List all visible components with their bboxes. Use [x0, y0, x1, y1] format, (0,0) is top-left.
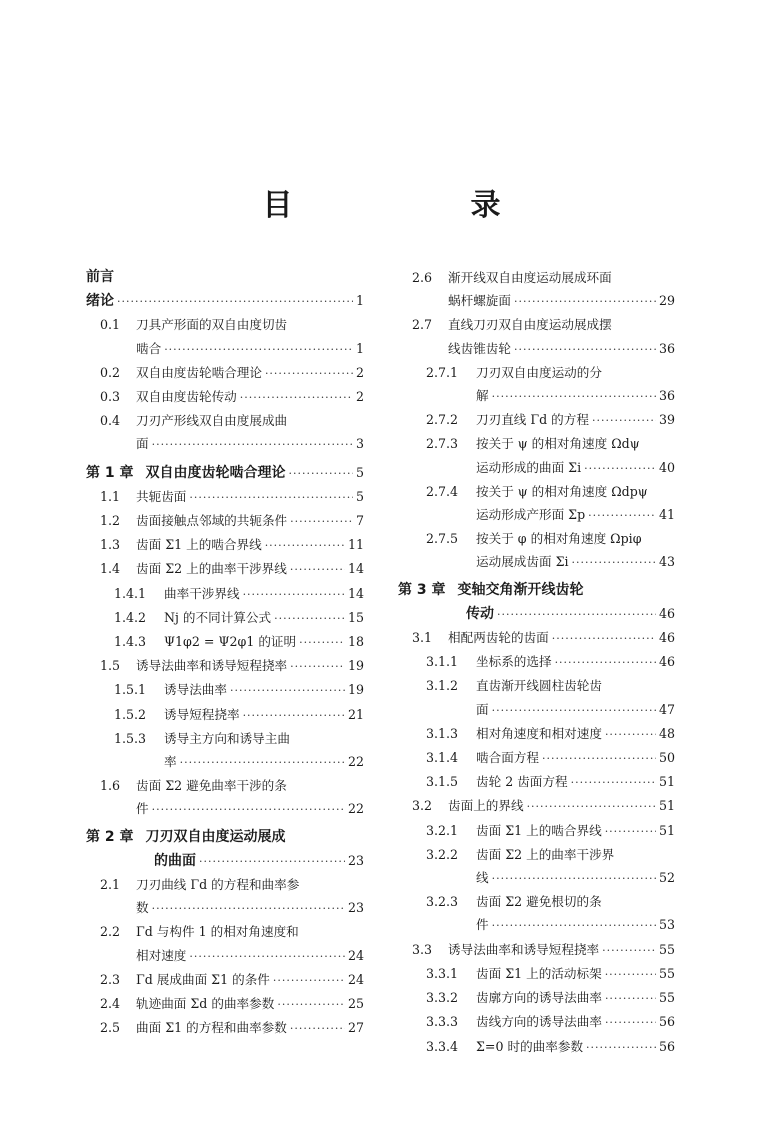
toc-entry-number: 3.3 — [412, 941, 433, 957]
leader-dots — [492, 699, 656, 722]
toc-entry-number: 1.5.3 — [114, 730, 147, 746]
toc-entry-title-continued: 的曲面 — [154, 852, 196, 869]
toc-entry-page: 3 — [355, 436, 364, 452]
leader-dots — [230, 679, 345, 702]
toc-entry-page: 43 — [658, 554, 675, 570]
toc-entry-number: 3.1.4 — [426, 750, 459, 766]
toc-entry-page: 50 — [658, 750, 675, 766]
leader-dots — [605, 820, 656, 843]
toc-entry — [398, 938, 675, 962]
toc-entry-title: 绪论 — [86, 293, 114, 310]
toc-entry-number: 1.5.1 — [114, 682, 147, 698]
toc-entry — [86, 968, 364, 992]
leader-dots — [289, 462, 353, 485]
toc-entry — [398, 962, 675, 986]
toc-entry-title-continued: 率 — [164, 754, 177, 770]
toc-entry — [86, 826, 364, 873]
leader-dots — [277, 993, 345, 1016]
toc-entry-title-continued: 蜗杆螺旋面 — [448, 293, 511, 309]
toc-entry — [86, 920, 364, 967]
leader-dots — [273, 969, 345, 992]
toc-entry — [398, 746, 675, 770]
toc-entry-page: 27 — [347, 1020, 364, 1036]
toc-entry-title: 诱导法曲率和诱导短程挠率 — [136, 658, 288, 674]
toc-entry-title: 刀刃曲线 Γd 的方程和曲率参 — [136, 877, 300, 893]
toc-entry-title: 刀刃双自由度运动展成 — [145, 828, 286, 845]
toc-entry-title: 按关于 ψ 的相对角速度 Ωdψ — [476, 436, 640, 452]
toc-entry — [86, 557, 364, 581]
toc-entry-number: 2.3 — [100, 971, 121, 987]
toc-entry — [398, 770, 675, 794]
leader-dots — [605, 987, 656, 1010]
toc-entry-number: 2.7.4 — [426, 483, 459, 499]
toc-entry-number: 2.7.3 — [426, 436, 459, 452]
toc-entry-number: 2.5 — [100, 1020, 121, 1036]
leader-dots — [290, 558, 345, 581]
toc-entry-title: 曲面 Σ1 的方程和曲率参数 — [136, 1020, 287, 1036]
leader-dots — [180, 751, 345, 774]
toc-entry-page: 46 — [658, 630, 675, 646]
toc-entry-number: 3.3.2 — [426, 990, 459, 1006]
toc-entry-page: 29 — [658, 293, 675, 309]
toc-entry-page: 48 — [658, 725, 675, 741]
toc-entry-page: 5 — [355, 464, 364, 480]
toc-entry-page: 14 — [347, 561, 364, 577]
toc-entry-title: 啮合面方程 — [476, 750, 539, 766]
toc-entry-number: 0.3 — [100, 389, 121, 405]
toc-entry-number: 3.3.4 — [426, 1038, 459, 1054]
toc-entry — [86, 727, 364, 774]
leader-dots — [152, 433, 353, 456]
toc-entry — [86, 361, 364, 385]
toc-entry — [86, 533, 364, 557]
toc-entry-page: 40 — [658, 459, 675, 475]
leader-dots — [265, 534, 345, 557]
toc-entry-number: 1.5 — [100, 658, 121, 674]
toc-entry — [398, 819, 675, 843]
leader-dots — [240, 386, 353, 409]
toc-entry-number: 3.2.3 — [426, 894, 459, 910]
toc-entry — [86, 1016, 364, 1040]
toc-entry-title: 共轭齿面 — [136, 488, 187, 504]
toc-entry-page: 25 — [347, 996, 364, 1012]
toc-entry-page: 5 — [355, 488, 364, 504]
toc-entry — [398, 266, 675, 313]
toc-entry — [86, 385, 364, 409]
toc-left-column — [86, 266, 364, 1041]
toc-entry-title: 渐开线双自由度运动展成环面 — [448, 270, 612, 285]
toc-entry-title-continued: 线齿锥齿轮 — [448, 340, 511, 356]
leader-dots — [265, 362, 353, 385]
toc-entry-page: 19 — [347, 658, 364, 674]
toc-entry-page: 24 — [347, 971, 364, 987]
toc-entry — [398, 674, 675, 721]
leader-dots — [542, 747, 656, 770]
toc-entry-number: 1.6 — [100, 778, 121, 794]
toc-entry-title-continued: 面 — [476, 701, 489, 717]
toc-entry-number: 3.1 — [412, 630, 433, 646]
toc-entry — [86, 509, 364, 533]
toc-entry-title-continued: 件 — [476, 917, 489, 933]
toc-entry-number: 3.2.2 — [426, 846, 459, 862]
toc-entry-title: 相配两齿轮的齿面 — [448, 630, 549, 646]
leader-dots — [592, 409, 656, 432]
toc-entry-page: 22 — [347, 754, 364, 770]
toc-entry-title: 轨迹曲面 Σd 的曲率参数 — [136, 996, 275, 1012]
leader-dots — [572, 551, 656, 574]
toc-entry-title-continued: 啮合 — [136, 340, 162, 356]
toc-entry-title-continued: 运动展成齿面 Σi — [476, 554, 569, 570]
toc-entry-title-continued: 解 — [476, 388, 489, 404]
toc-entry-title-continued: 线 — [476, 870, 489, 886]
toc-entry-page: 56 — [658, 1014, 675, 1030]
toc-entry-title: 诱导主方向和诱导主曲 — [164, 730, 290, 746]
toc-entry-title-continued: 面 — [136, 436, 149, 452]
toc-entry-number: 1.4.2 — [114, 609, 147, 625]
toc-entry-number: 0.1 — [100, 317, 121, 333]
toc-entry — [86, 703, 364, 727]
leader-dots — [189, 486, 353, 509]
toc-entry-page: 51 — [658, 822, 675, 838]
toc-entry-title: 齿轮 2 齿面方程 — [476, 774, 568, 790]
leader-dots — [605, 1011, 656, 1034]
toc-entry-page: 1 — [355, 293, 364, 309]
toc-entry-number: 2.7 — [412, 317, 433, 333]
toc-entry — [398, 579, 675, 626]
toc-entry-page: 36 — [658, 388, 675, 404]
toc-entry-number: 1.2 — [100, 513, 121, 529]
toc-entry-title: 齿面 Σ2 上的曲率干涉界线 — [136, 561, 287, 577]
toc-entry-number: 第 3 章 — [398, 581, 446, 598]
toc-entry — [86, 774, 364, 821]
toc-entry-number: 2.7.1 — [426, 364, 459, 380]
toc-entry-page: 46 — [658, 605, 675, 621]
toc-entry-title-continued: 运动形成产形面 Σp — [476, 507, 586, 523]
toc-entry-page: 19 — [347, 682, 364, 698]
toc-entry-title: 双自由度齿轮啮合理论 — [136, 364, 262, 380]
toc-entry-title: 曲率干涉界线 — [164, 585, 240, 601]
leader-dots — [571, 771, 656, 794]
toc-entry-title: Σ=0 时的曲率参数 — [476, 1038, 584, 1054]
page-title: 目 录 — [262, 188, 575, 223]
leader-dots — [299, 631, 345, 654]
toc-entry-title: 齿面接触点邻域的共轭条件 — [136, 513, 288, 529]
toc-entry-number: 3.3.3 — [426, 1014, 459, 1030]
toc-entry-title: Nj 的不同计算公式 — [164, 609, 272, 625]
toc-entry-page: 51 — [658, 798, 675, 814]
toc-entry-title: Ψ1φ2 = Ψ2φ1 的证明 — [164, 634, 297, 650]
toc-entry-title: 前言 — [86, 269, 114, 285]
leader-dots — [552, 627, 656, 650]
toc-entry — [398, 794, 675, 818]
toc-entry-title: 双自由度齿轮啮合理论 — [145, 464, 286, 481]
leader-dots — [164, 338, 353, 361]
toc-entry-page: 55 — [658, 965, 675, 981]
toc-entry-page: 11 — [347, 537, 364, 553]
toc-entry-page: 53 — [658, 917, 675, 933]
toc-entry — [398, 361, 675, 408]
toc-entry — [398, 432, 675, 479]
toc-entry-title: 相对角速度和相对速度 — [476, 725, 602, 741]
toc-entry-title-continued: 运动形成的曲面 Σi — [476, 459, 582, 475]
toc-entry-page: 2 — [355, 364, 364, 380]
toc-entry — [398, 626, 675, 650]
toc-entry-title: 齿面 Σ1 上的啮合界线 — [136, 537, 262, 553]
toc-entry-page: 36 — [658, 340, 675, 356]
toc-entry-page: 39 — [658, 412, 675, 428]
leader-dots — [584, 457, 656, 480]
leader-dots — [605, 963, 656, 986]
toc-entry-number: 2.2 — [100, 924, 121, 940]
leader-dots — [290, 1017, 345, 1040]
toc-entry-page: 56 — [658, 1038, 675, 1054]
toc-entry-title: 诱导短程挠率 — [164, 706, 240, 722]
toc-entry-number: 第 2 章 — [86, 828, 134, 845]
toc-entry-title: 诱导法曲率和诱导短程挠率 — [448, 941, 600, 957]
toc-entry — [398, 480, 675, 527]
leader-dots — [555, 651, 656, 674]
leader-dots — [588, 504, 656, 527]
toc-entry — [398, 722, 675, 746]
toc-entry — [398, 408, 675, 432]
toc-entry-title: 诱导法曲率 — [164, 682, 227, 698]
toc-entry-page: 52 — [658, 870, 675, 886]
toc-entry-page: 55 — [658, 941, 675, 957]
toc-entry-number: 3.1.2 — [426, 678, 459, 694]
toc-entry-number: 1.3 — [100, 537, 121, 553]
toc-entry — [86, 409, 364, 456]
toc-entry-number: 1.4.1 — [114, 585, 147, 601]
toc-entry-title-continued: 传动 — [466, 605, 494, 622]
toc-entry-page: 21 — [347, 706, 364, 722]
toc-entry-title: 齿面 Σ2 避免曲率干涉的条 — [136, 778, 287, 794]
toc-entry-title-continued: 数 — [136, 900, 149, 916]
toc-entry-title: 齿面 Σ1 上的活动标架 — [476, 965, 602, 981]
toc-entry — [86, 654, 364, 678]
toc-entry-number: 3.2 — [412, 798, 433, 814]
toc-entry-title: 直线刀刃双自由度运动展成摆 — [448, 317, 612, 333]
toc-entry-title: 齿面 Σ1 上的啮合界线 — [476, 822, 602, 838]
toc-entry — [86, 873, 364, 920]
toc-entry — [86, 485, 364, 509]
toc-entry — [86, 678, 364, 702]
leader-dots — [527, 795, 656, 818]
toc-entry-number: 1.1 — [100, 488, 121, 504]
toc-entry-page: 1 — [355, 340, 364, 356]
toc-entry — [398, 313, 675, 360]
leader-dots — [602, 939, 656, 962]
toc-entry-number: 3.2.1 — [426, 822, 459, 838]
toc-entry-title: 按关于 ψ 的相对角速度 Ωdpψ — [476, 483, 648, 499]
toc-entry — [398, 890, 675, 937]
toc-entry-page: 2 — [355, 389, 364, 405]
toc-entry-page: 55 — [658, 990, 675, 1006]
leader-dots — [492, 914, 656, 937]
toc-entry-title: 齿线方向的诱导法曲率 — [476, 1014, 602, 1030]
toc-entry-title: 刀刃产形线双自由度展成曲 — [136, 413, 288, 429]
leader-dots — [274, 607, 345, 630]
toc-entry-page: 47 — [658, 701, 675, 717]
toc-entry-page: 14 — [347, 585, 364, 601]
toc-entry — [86, 992, 364, 1016]
leader-dots — [199, 850, 345, 873]
toc-entry — [86, 266, 364, 289]
toc-entry-number: 0.4 — [100, 413, 121, 429]
toc-entry-title: 刀刃双自由度运动的分 — [476, 364, 602, 380]
toc-entry-number: 3.1.3 — [426, 725, 459, 741]
toc-entry-page: 24 — [347, 947, 364, 963]
toc-entry — [398, 1035, 675, 1059]
toc-entry-page: 18 — [347, 634, 364, 650]
leader-dots — [243, 583, 345, 606]
toc-entry-number: 第 1 章 — [86, 464, 134, 481]
toc-entry-page: 15 — [347, 609, 364, 625]
toc-entry — [398, 1010, 675, 1034]
leader-dots — [152, 897, 345, 920]
toc-entry-number: 2.1 — [100, 877, 121, 893]
toc-entry-title: 直齿渐开线圆柱齿轮齿 — [476, 678, 602, 694]
toc-entry-number: 1.4.3 — [114, 634, 147, 650]
toc-entry-page: 23 — [347, 900, 364, 916]
toc-entry-title: 按关于 φ 的相对角速度 Ωpiφ — [476, 531, 642, 547]
leader-dots — [492, 385, 656, 408]
toc-right-column — [398, 266, 675, 1059]
toc-entry-page: 41 — [658, 507, 675, 523]
leader-dots — [497, 603, 656, 626]
leader-dots — [586, 1036, 656, 1059]
toc-entry-number: 3.3.1 — [426, 965, 459, 981]
toc-entry — [86, 630, 364, 654]
toc-entry — [86, 313, 364, 360]
toc-entry-number: 2.4 — [100, 996, 121, 1012]
toc-entry-title: Γd 与构件 1 的相对角速度和 — [136, 924, 299, 940]
leader-dots — [152, 798, 345, 821]
toc-entry-page: 7 — [355, 513, 364, 529]
leader-dots — [492, 867, 656, 890]
toc-entry-number: 3.1.1 — [426, 654, 459, 670]
toc-entry-number: 1.4 — [100, 561, 121, 577]
toc-entry-title-continued: 件 — [136, 801, 149, 817]
toc-entry — [398, 843, 675, 890]
toc-entry-number: 2.6 — [412, 270, 433, 285]
toc-entry — [86, 289, 364, 313]
leader-dots — [290, 655, 345, 678]
toc-entry-title: 刀具产形面的双自由度切齿 — [136, 317, 288, 333]
toc-entry-page: 23 — [347, 852, 364, 868]
leader-dots — [514, 290, 656, 313]
toc-entry — [398, 527, 675, 574]
toc-entry-title: 齿面上的界线 — [448, 798, 524, 814]
leader-dots — [290, 510, 353, 533]
leader-dots — [605, 723, 656, 746]
toc-entry — [398, 650, 675, 674]
leader-dots — [117, 290, 353, 313]
toc-entry-page: 51 — [658, 774, 675, 790]
leader-dots — [514, 338, 656, 361]
toc-entry — [86, 582, 364, 606]
toc-entry-page: 46 — [658, 654, 675, 670]
toc-entry — [398, 986, 675, 1010]
toc-entry-number: 2.7.2 — [426, 412, 459, 428]
toc-entry-title: 刀刃直线 Γd 的方程 — [476, 412, 589, 428]
toc-entry-number: 1.5.2 — [114, 706, 147, 722]
toc-entry-number: 0.2 — [100, 364, 121, 380]
toc-entry — [86, 461, 364, 485]
leader-dots — [189, 945, 345, 968]
toc-entry-title: 双自由度齿轮传动 — [136, 389, 237, 405]
toc-entry-title: 坐标系的选择 — [476, 654, 552, 670]
toc-entry-title: 齿面 Σ2 上的曲率干涉界 — [476, 846, 615, 862]
leader-dots — [243, 704, 345, 727]
toc-entry-number: 3.1.5 — [426, 774, 459, 790]
toc-entry-title-continued: 相对速度 — [136, 947, 187, 963]
toc-entry-title: Γd 展成曲面 Σ1 的条件 — [136, 971, 270, 987]
toc-entry-title: 齿廓方向的诱导法曲率 — [476, 990, 602, 1006]
toc-entry — [86, 606, 364, 630]
toc-entry-title: 齿面 Σ2 避免根切的条 — [476, 894, 602, 910]
toc-entry-page: 22 — [347, 801, 364, 817]
toc-entry-title: 变轴交角渐开线齿轮 — [457, 581, 584, 598]
toc-entry-number: 2.7.5 — [426, 531, 459, 547]
